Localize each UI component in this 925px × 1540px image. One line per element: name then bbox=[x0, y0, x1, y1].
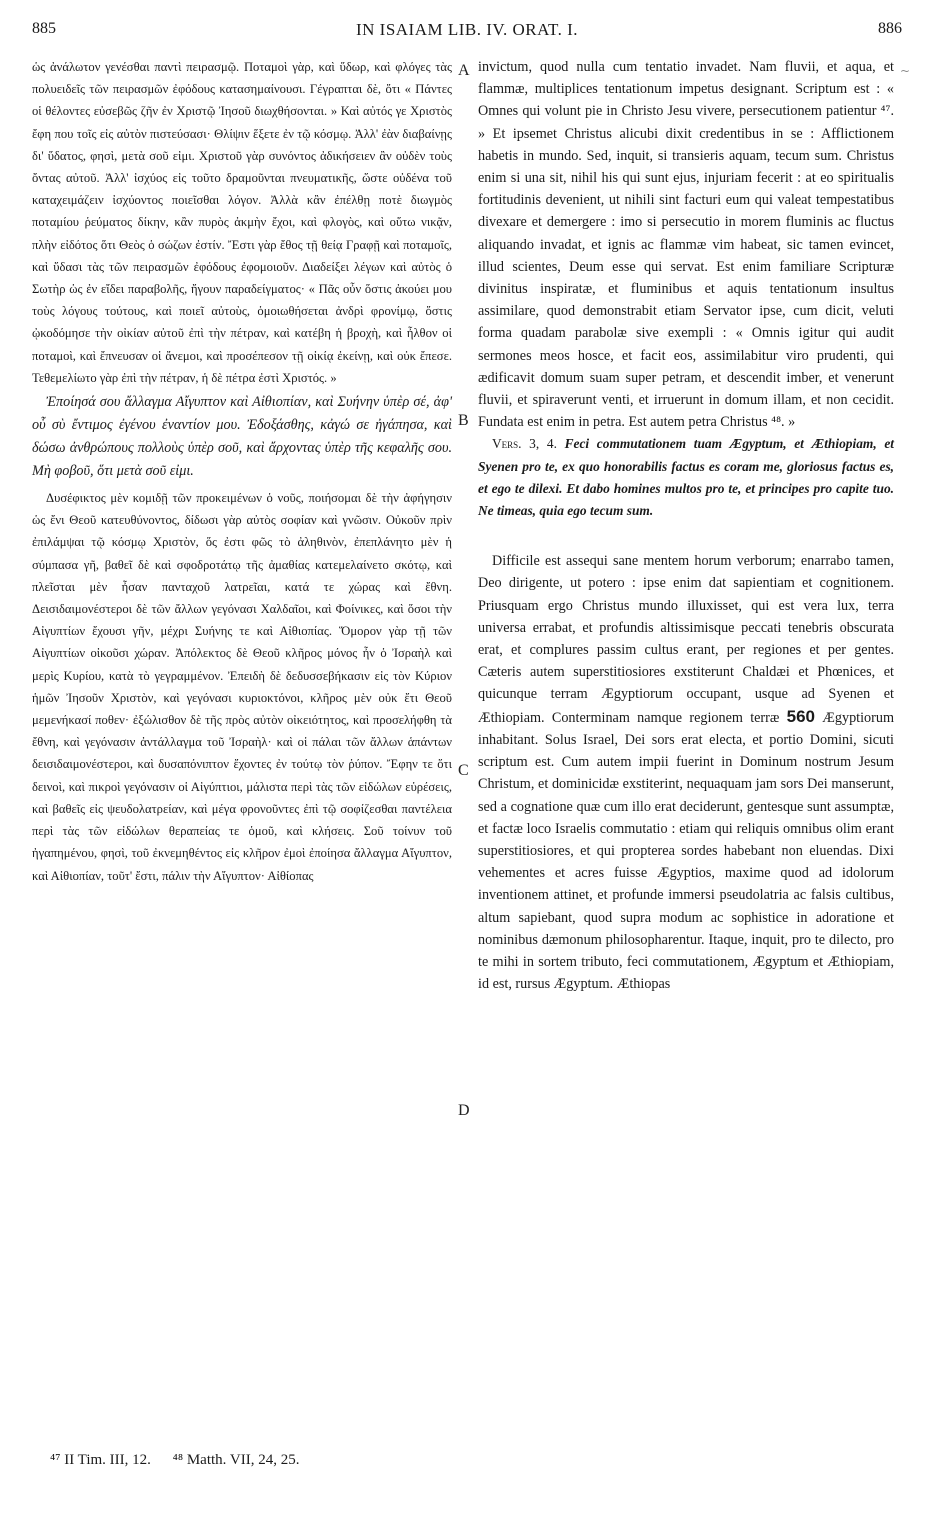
footnote-47: ⁴⁷ II Tim. III, 12. bbox=[50, 1452, 151, 1468]
page-number-right: 886 bbox=[878, 20, 902, 37]
verse-label: Vers. 3, 4. bbox=[492, 436, 557, 452]
latin-verse-text: Feci commutationem tuam Ægyptum, et Æthiopiam, et Syenen pro te, ex quo honorabilis factus es coram me, gloriosus factus es, et ego te dilexi. Et dabo homines multos pro te, et principes pro capite tuo. Ne timeas, quia ego tecum sum. bbox=[478, 436, 894, 519]
greek-column bbox=[32, 56, 452, 887]
greek-paragraph-2: Δυσέφικτος μὲν κομιδῇ τῶν προκειμένων ὁ νοῦς, ποιήσομαι δὲ τὴν ἀφήγησιν ὡς ἔνι Θεοῦ κατευθύνοντος, δίδωσι γὰρ αὐτὸς σοφίαν καὶ γνῶσιν. Οὐκοῦν πρὶν ἐπιλάμψαι τῷ κόσμῳ Χριστὸν, ὅς ἐστι φῶς τὸ ἀληθινὸν, ἐπεπλάνητο μὲν ἡ σύμπασα γῆ, βαθεῖ δὲ καὶ σφοδροτάτῳ τῆς ἀμαθίας κατεμελαίνετο σκότῳ, καὶ πλεῖσται μὲν ἦσαν πανταχοῦ λατρεῖαι, κατά τε χώρας καὶ ἔθνη. Δεισιδαιμονέστεροι δὲ τῶν ἄλλων γεγόνασι Χαλδαῖοι, καὶ Φοίνικες, καὶ ὅσοι τὴν Αἰγυπτίων ἔχουσι γῆν, μέχρι Συήνης τε καὶ Αἰθιοπίας. Ὅμορον γὰρ τῇ τῶν Αἰγυπτίων οἰκοῦσι χώραν. Ἀπόλεκτος δὲ Θεοῦ κλῆρος μόνος ἦν ὁ Ἰσραὴλ καὶ μερὶς Κυρίου, κατὰ τὸ γεγραμμένον. Ἐπειδὴ δὲ δεδυσσεβήκασιν εἰς τὸν Κύριον ἡμῶν Ἰησοῦν Χριστὸν, καὶ γεγόνασι κυριοκτόνοι, κλῆρος μὲν οὐκ ἔτι Θεοῦ μεμενήκασί ποθεν· ἐξώλισθον δὲ τῆς πρὸς αὐτὸν οἰκειότητος, καὶ προσελήφθη τὰ ἔθνη, καὶ γεγόνασιν ἀντάλλαγμα τοῦ Ἰσραὴλ· καὶ οἱ πάλαι τῶν ἄλλων ἁπάντων δεισιδαιμονέστεροι, καὶ δυσαπόνιπτον ἔχοντες ἐν τούτῳ τὸν ῥύπον. Ἔφην τε ὅτι δεινοὶ, καὶ πικροὶ γεγόνασιν οἱ Αἰγύπτιοι, μάλιστα περὶ τὰς τῶν εἰδώλων εὑρέσεις, καὶ βαθεῖς εἰς ψευδολατρείαν, καὶ μέγα φρονοῦντες ἐπὶ τῷ σοφίζεσθαι παντέλεια περὶ τὰς τῶν εἰδώλων θεραπείας τε ὁμοῦ, καὶ κλήσεις. Σοῦ τοίνυν τοῦ ἠγαπημένου, φησὶ, τοῦ ἐκνεμηθέντος εἰς κλῆρον ἐμοὶ ἐποίησα ἄλλαγμα Αἴγυπτον, καὶ Αἰθιοπίαν, τοῦτ' ἔστι, πάλιν τὴν Αἴγυπτον· Αἰθίοπας bbox=[32, 491, 452, 883]
page-header bbox=[32, 20, 902, 50]
latin-paragraph-2-part-b: Ægyptiorum inhabitant. Solus Israel, Dei sors erat electa, et portio Domini, sicuti scriptum est. Cum autem impii fuerint in Dominum nostrum Jesum Christum, et dominicidæ exstiterint, nequaquam jam sors Dei manserunt, sed a cognatione quæ cum illo erat deciderunt, gentesque sunt assumptæ, et factæ loco Israelis commutatio : etiam qui reliquis omnibus olim erant superstitiosiores, et qui propterea sordes habebant non eluendas. Dixi vehementes et acres fuisse Ægyptios, maxime quod ad idolorum inventionem attinet, et profunde immersi pseudolatria ac falsis cultibus, altum sapiebant, quod supra modum ac sophistice in adoratione et nominibus dæmonum philosopharentur. Itaque, inquit, pro te dilecto, pro te mihi in sortem tributo, feci commutationem, Ægyptum et Æthiopiam, id est, rursus Ægyptum. Æthiopas bbox=[478, 709, 894, 993]
section-marker-c: C bbox=[458, 762, 469, 779]
page-number-left: 885 bbox=[32, 20, 56, 37]
footnotes bbox=[50, 1452, 550, 1469]
latin-paragraph-2-part-a: Difficile est assequi sane mentem horum verborum; enarrabo tamen, Deo dirigente, ut potero : ipse enim dat sapientiam et cognitionem. Priusquam ergo Christus mundo illuxisset, qui est vera lux, terra universa errabat, et profundis altissimisque peccati tenebris obscurata erat, et complures passim cultus erant, per regiones et per gentes. Cæteris autem superstitiosiores exstiterunt Chaldæi et Phœnices, et quicunque terram Ægyptiorum occupant, usque ad Syenen et Æthiopiam. Conterminam namque regionem terræ bbox=[478, 553, 894, 726]
running-title: IN ISAIAM LIB. IV. ORAT. I. bbox=[355, 20, 579, 39]
latin-column bbox=[478, 56, 894, 995]
margin-mark: ~ bbox=[900, 64, 911, 78]
latin-verse bbox=[478, 433, 894, 522]
migne-column-number: 560 bbox=[786, 706, 815, 726]
latin-paragraph-2 bbox=[478, 550, 894, 995]
latin-paragraph-1: invictum, quod nulla cum tentatio invadet. Nam fluvii, et aqua, et flammæ, multiplices tentationum impetus designant. Scriptum est : « Omnes qui volunt pie in Christo Jesu vivere, persecutionem patientur ⁴⁷. » Et ipsemet Christus alicubi dixit credentibus in se : Afflictionem habetis in mundo. Sed, inquit, si transieris aquam, tecum sum. Christus enim si una sit, nihil his qui sunt ejus, injuriam fecerit : at eo spiritualis fortitudinis devenient, ut nihili sint facturi eum qui valeat tempestatibus divexare et demergere : imo si persecutio in morem fluminis ac fluctus aliquando invadat, et ignis ac flammæ vim habeat, sic tamen evincet, illud scientes, Deum esse qui servat. Est enim familiare Scripturæ divinitus inspiratæ, et fluminibus et aquis tentationum insultus assimilare, quod demonstrabit etiam Servator ipse, cum dicit, veluti forma quadam parabolæ sive exempli : « Omnis igitur qui audit sermones meos hosce, et facit eos, assimilabitur viro prudenti, qui ædificavit domum suam super petram, et descendit imber, et venerunt fluvii, et spiraverunt venti, et irruerunt in domum illam, et non cecidit. Fundata est enim in petra. Est autem petra Christus ⁴⁸. » bbox=[478, 59, 894, 431]
greek-verse: Ἐποίησά σου ἄλλαγμα Αἴγυπτον καὶ Αἰθιοπίαν, καὶ Συήνην ὑπὲρ σέ, ἀφ' οὗ σὺ ἔντιμος ἐγένου ἐναντίον μου. Ἐδοξάσθης, κἀγώ σε ἠγάπησα, καὶ δώσω ἀνθρώπους πολλοὺς ὑπὲρ σοῦ, καὶ ἄρχοντας ὑπὲρ τῆς κεφαλῆς σου. Μὴ φοβοῦ, ὅτι μετὰ σοῦ εἰμι. bbox=[32, 394, 452, 480]
section-marker-b: B bbox=[458, 412, 469, 429]
section-marker-a: A bbox=[458, 62, 470, 79]
footnote-48: ⁴⁸ Matth. VII, 24, 25. bbox=[172, 1452, 300, 1468]
section-marker-d: D bbox=[458, 1102, 470, 1119]
greek-paragraph-1: ὡς ἀνάλωτον γενέσθαι παντὶ πειρασμῷ. Ποταμοὶ γὰρ, καὶ ὕδωρ, καὶ φλόγες τὰς πολυειδεῖς τῶν πειρασμῶν ἐφόδους κατασημαίνουσι. Γέγραπται δὲ, ὅτι « Πάντες οἱ θέλοντες εὐσεβῶς ζῆν ἐν Χριστῷ Ἰησοῦ διωχθήσονται. » Καὶ αὐτός γε Χριστὸς ἔφη που τοῖς εἰς αὐτὸν πιστεύσασι· Θλίψιν ἕξετε ἐν τῷ κόσμῳ. Ἀλλ' ἐὰν διαβαίνῃς δι' ὕδατος, φησὶ, μετὰ σοῦ εἰμι. Χριστοῦ γὰρ συνόντος ἀδικήσειεν ἂν οὐδὲν τοὺς ὄντας αὐτοῦ. Ἀλλ' ἰσχύος εἰς τοῦτο δραμοῦνται πνευματικῆς, ὥστε οὐδένα τοῦ καταχειμάζειν ἰσχύοντος ποιεῖσθαι λόγον. Ἀλλὰ κἂν ἐπέλθῃ ποτὲ διωγμὸς ποταμίου ῥεύματος δίκην, κἂν πυρὸς ἀκμὴν ἔχοι, καὶ φλογὸς, καὶ οὕτω νικᾷν, πλὴν εἰδότος ὅτι Θεὸς ὁ σώζων ἐστίν. Ἔστι γὰρ ἔθος τῇ θείᾳ Γραφῇ καὶ ποταμοῖς, καὶ ὕδασι τὰς τῶν πειρασμῶν ἐφόδους ἐφομοιοῦν. Διαδείξει λέγων καὶ αὐτὸς ὁ Σωτὴρ ὡς ἐν εἴδει παραβολῆς, ἤγουν παραδείγματος· « Πᾶς οὖν ὅστις ἀκούει μου τοὺς λόγους τούτους, καὶ ποιεῖ αὐτοὺς, ὁμοιωθήσεται ἀνδρὶ φρονίμῳ, ὅστις ᾠκοδόμησε τὴν οἰκίαν αὐτοῦ ἐπὶ τὴν πέτραν, καὶ κατέβη ἡ βροχὴ, καὶ ἦλθον οἱ ποταμοὶ, καὶ ἔπνευσαν οἱ ἄνεμοι, καὶ προσέπεσον τῇ οἰκίᾳ ἐκείνῃ, καὶ οὐκ ἔπεσε. Τεθεμελίωτο γὰρ ἐπὶ τὴν πέτραν, ἡ δὲ πέτρα ἐστὶ Χριστός. » bbox=[32, 60, 452, 385]
